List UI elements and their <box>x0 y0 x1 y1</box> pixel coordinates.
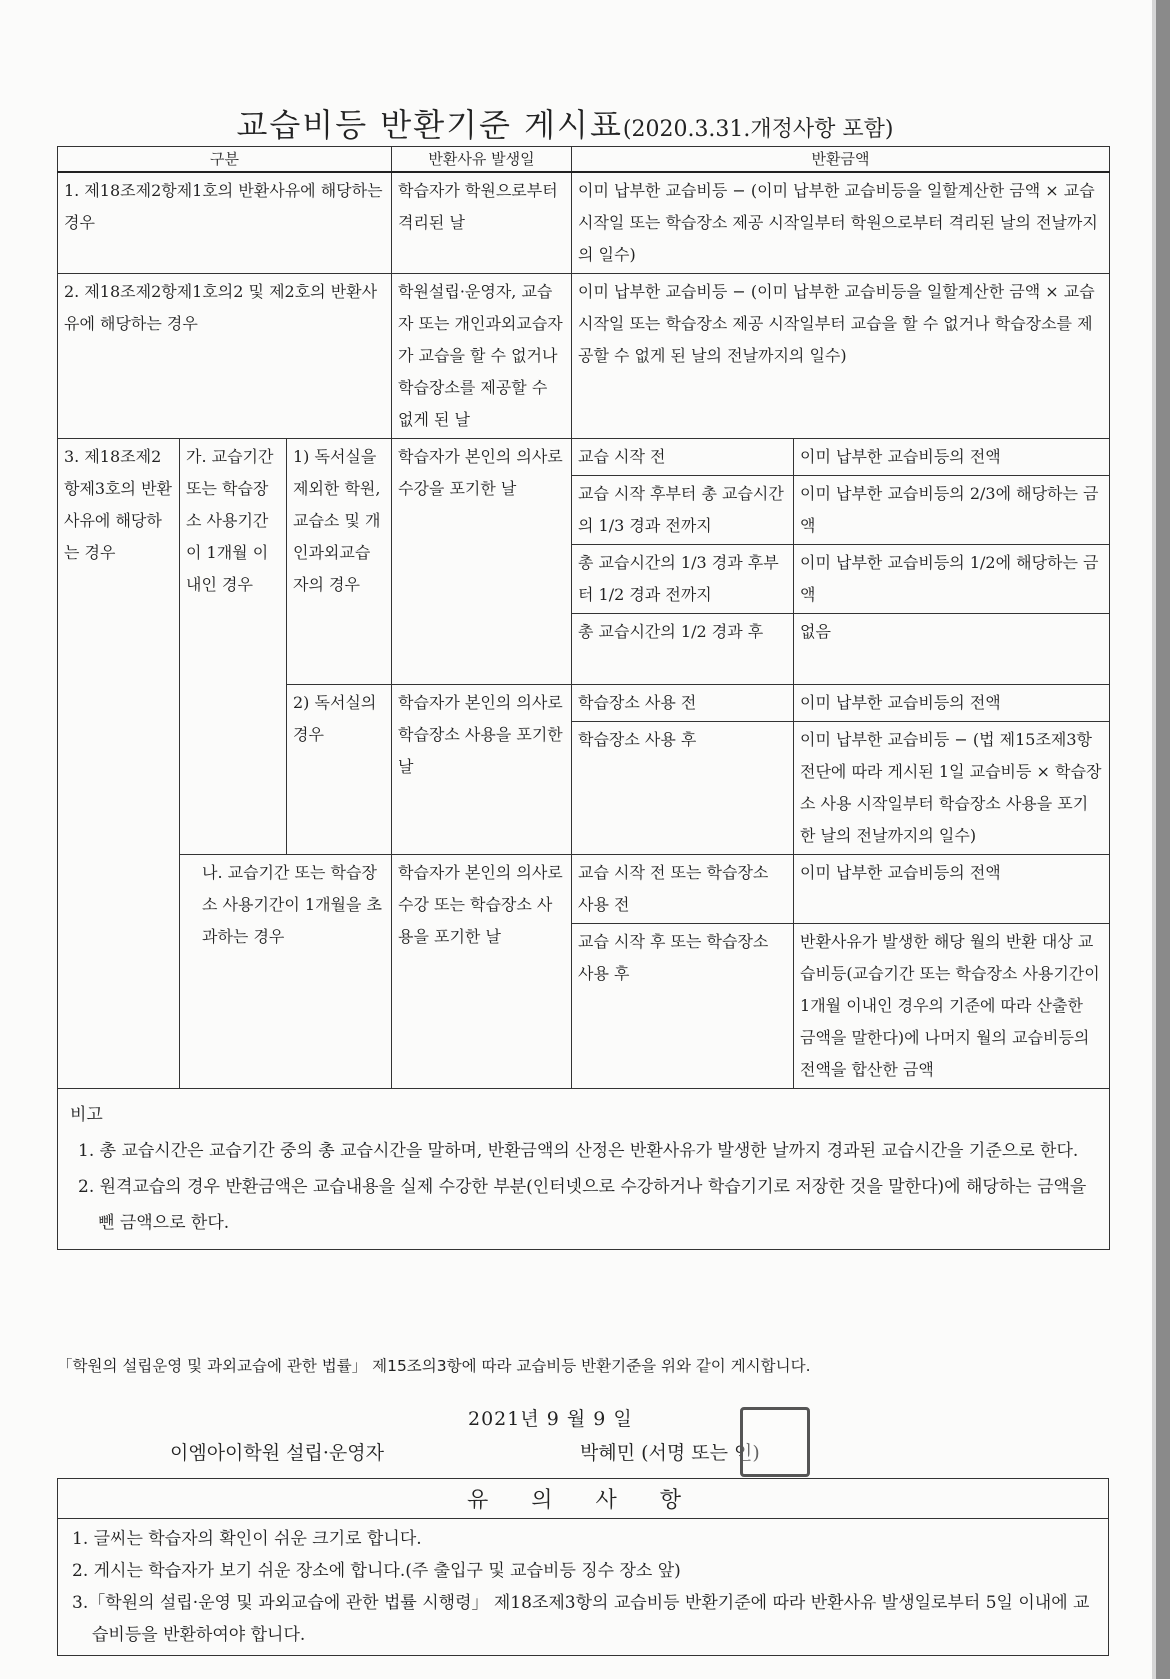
official-seal-stamp <box>740 1407 810 1477</box>
sub1-amount: 이미 납부한 교습비등의 전액 <box>794 439 1110 476</box>
caution-item: 3.「학원의 설립·운영 및 과외교습에 관한 법률 시행령」 제18조제3항의 교습비등 반환기준에 따라 반환사유 발생일로부터 5일 이내에 교습비등을 반환하여야 합니다. <box>72 1593 1090 1645</box>
note-item: 1. 총 교습시간은 교습기간 중의 총 교습시간을 말하며, 반환금액의 산정은 반환사유가 발생한 날까지 경과된 교습시간을 기준으로 한다. <box>78 1141 1079 1161</box>
caution-body <box>58 1519 1109 1656</box>
sub2-amount: 이미 납부한 교습비등의 전액 <box>794 685 1110 722</box>
refund-criteria-table <box>57 146 1110 1250</box>
title-text: 교습비등 반환기준 게시표 <box>236 106 623 144</box>
row2-occurrence: 학원설립·운영자, 교습자 또는 개인과외교습자가 교습을 할 수 없거나 학습장소를 제공할 수 없게 된 날 <box>392 274 572 439</box>
row1-amount: 이미 납부한 교습비등 − (이미 납부한 교습비등을 일할계산한 금액 × 교습 시작일 또는 학습장소 제공 시작일부터 학원으로부터 격리된 날의 전날까지의 일수) <box>572 172 1110 274</box>
caution-item: 1. 글씨는 학습자의 확인이 쉬운 크기로 합니다. <box>72 1529 422 1549</box>
row3-category: 3. 제18조제2항제3호의 반환사유에 해당하는 경우 <box>58 439 180 1089</box>
academy-operator: 이엠아이학원 설립·운영자 <box>170 1442 384 1464</box>
row1-category: 1. 제18조제2항제1호의 반환사유에 해당하는 경우 <box>58 172 392 274</box>
row1-occurrence: 학습자가 학원으로부터 격리된 날 <box>392 172 572 274</box>
sub1-timing: 총 교습시간의 1/3 경과 후부터 1/2 경과 전까지 <box>572 545 794 614</box>
notes-section <box>58 1089 1110 1250</box>
sub1-timing: 총 교습시간의 1/2 경과 후 <box>572 614 794 685</box>
table-row <box>58 855 1110 924</box>
operator-signature: 박혜민 (서명 또는 인) <box>580 1442 760 1464</box>
na-amount: 반환사유가 발생한 해당 월의 반환 대상 교습비등(교습기간 또는 학습장소 사용기간이 1개월 이내인 경우의 기준에 따라 산출한 금액을 말한다)에 나머지 월의 교습비등의 전액을 합산한 금액 <box>794 924 1110 1089</box>
page-edge <box>1156 0 1170 1679</box>
sub1-timing: 교습 시작 후부터 총 교습시간의 1/3 경과 전까지 <box>572 476 794 545</box>
header-occurrence: 반환사유 발생일 <box>392 147 572 173</box>
notes-row <box>58 1089 1110 1250</box>
row3-ga-sub1-label: 1) 독서실을 제외한 학원, 교습소 및 개인과외교습자의 경우 <box>287 439 392 685</box>
na-amount: 이미 납부한 교습비등의 전액 <box>794 855 1110 924</box>
row3-ga-sub2-occurrence: 학습자가 본인의 의사로 학습장소 사용을 포기한 날 <box>392 685 572 855</box>
table-row <box>58 439 1110 476</box>
row2-category: 2. 제18조제2항제1호의2 및 제2호의 반환사유에 해당하는 경우 <box>58 274 392 439</box>
caution-title: 유 의 사 항 <box>58 1479 1109 1519</box>
caution-item: 2. 게시는 학습자가 보기 쉬운 장소에 합니다.(주 출입구 및 교습비등 징수 장소 앞) <box>72 1561 681 1581</box>
sub1-amount: 없음 <box>794 614 1110 685</box>
sub1-amount: 이미 납부한 교습비등의 2/3에 해당하는 금액 <box>794 476 1110 545</box>
na-timing: 교습 시작 후 또는 학습장소 사용 후 <box>572 924 794 1089</box>
row2-amount: 이미 납부한 교습비등 − (이미 납부한 교습비등을 일할계산한 금액 × 교습 시작일 또는 학습장소 제공 시작일부터 교습을 할 수 없거나 학습장소를 제공할 수 없게 된 날의 전날까지의 일수) <box>572 274 1110 439</box>
header-amount: 반환금액 <box>572 147 1110 173</box>
document-title <box>0 100 1130 146</box>
sub1-timing: 교습 시작 전 <box>572 439 794 476</box>
sub1-amount: 이미 납부한 교습비등의 1/2에 해당하는 금액 <box>794 545 1110 614</box>
sub2-timing: 학습장소 사용 전 <box>572 685 794 722</box>
row3-ga-sub2-label: 2) 독서실의 경우 <box>287 685 392 855</box>
notes-title: 비고 <box>70 1105 103 1125</box>
statute-statement: 「학원의 설립운영 및 과외교습에 관한 법률」 제15조의3항에 따라 교습비등 반환기준을 위와 같이 게시합니다. <box>57 1357 811 1375</box>
sub2-timing: 학습장소 사용 후 <box>572 722 794 855</box>
row3-ga-label: 가. 교습기간 또는 학습장소 사용기간이 1개월 이내인 경우 <box>180 439 287 855</box>
revision-note: (2020.3.31.개정사항 포함) <box>622 117 894 142</box>
table-header-row <box>58 147 1110 173</box>
posting-date: 2021년 9 월 9 일 <box>468 1408 633 1430</box>
header-category: 구분 <box>58 147 392 173</box>
row3-na-occurrence: 학습자가 본인의 의사로 수강 또는 학습장소 사용을 포기한 날 <box>392 855 572 1089</box>
table-row <box>58 172 1110 274</box>
sub2-amount: 이미 납부한 교습비등 − (법 제15조제3항 전단에 따라 게시된 1일 교습비등 × 학습장소 사용 시작일부터 학습장소 사용을 포기한 날의 전날까지의 일수) <box>794 722 1110 855</box>
caution-table <box>57 1478 1109 1656</box>
note-item: 2. 원격교습의 경우 반환금액은 교습내용을 실제 수강한 부분(인터넷으로 수강하거나 학습기기로 저장한 것을 말한다)에 해당하는 금액을 뺀 금액으로 한다. <box>78 1177 1087 1233</box>
table-row <box>58 274 1110 439</box>
row3-ga-sub1-occurrence: 학습자가 본인의 의사로 수강을 포기한 날 <box>392 439 572 685</box>
na-timing: 교습 시작 전 또는 학습장소 사용 전 <box>572 855 794 924</box>
row3-na-label: 나. 교습기간 또는 학습장소 사용기간이 1개월을 초과하는 경우 <box>180 855 392 1089</box>
